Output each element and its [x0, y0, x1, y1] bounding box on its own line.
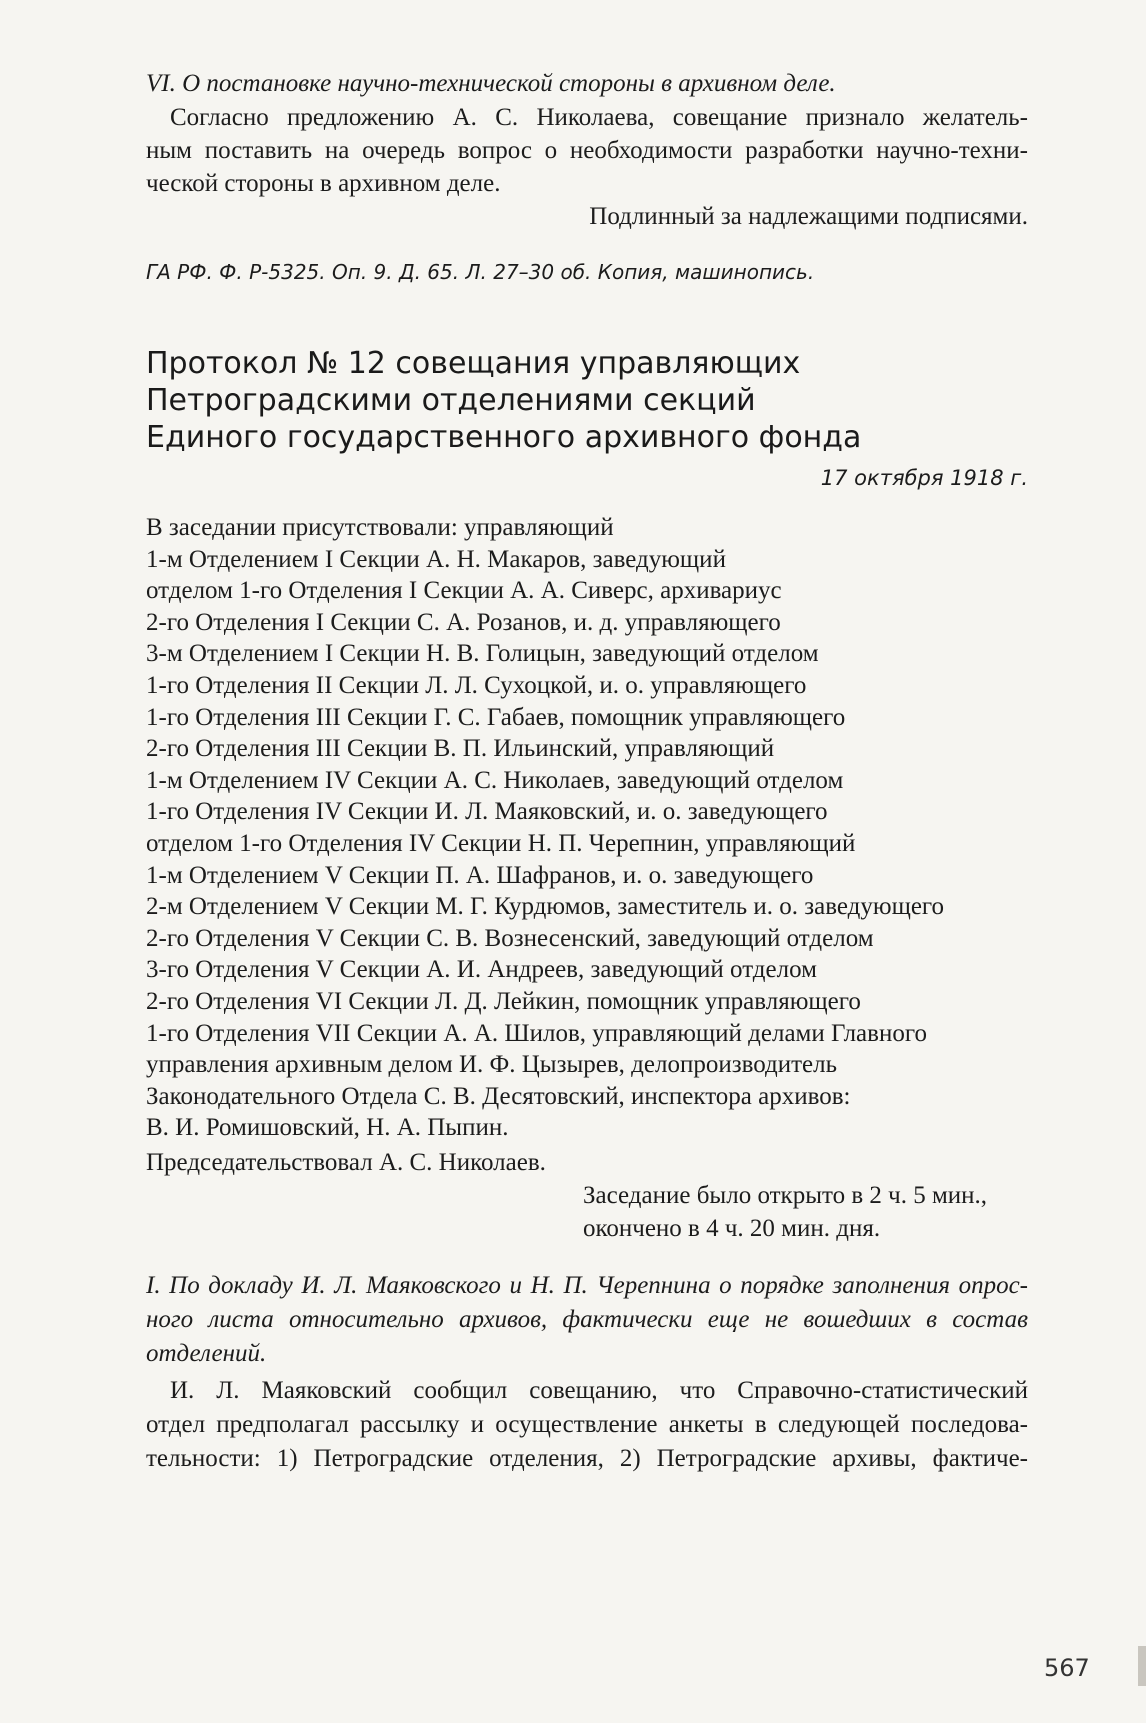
section-vi-body-line-2: ным поставить на очередь вопрос о необходимости разработки научно-техни-	[146, 137, 1028, 164]
attendance-line: 1-го Отделения III Секции Г. С. Габаев, помощник управляющего	[146, 703, 846, 731]
chair-line: Председательствовал А. С. Николаев.	[146, 1149, 546, 1176]
section-i-heading-line-2: ного листа относительно архивов, фактически еще не вошедших в состав	[146, 1306, 1028, 1333]
attendance-line: 1-м Отделением IV Секции А. С. Николаев, заведующий отделом	[146, 766, 844, 794]
attendance-line: 1-м Отделением I Секции А. Н. Макаров, заведующий	[146, 545, 726, 573]
page-number: 567	[1044, 1654, 1090, 1682]
meeting-opened-time: Заседание было открыто в 2 ч. 5 мин.,	[583, 1182, 988, 1209]
attendance-line: 3-м Отделением I Секции Н. В. Голицын, заведующий отделом	[146, 640, 819, 668]
attendance-line: отделом 1-го Отделения IV Секции Н. П. Черепнин, управляющий	[146, 830, 856, 857]
archive-source-citation: ГА РФ. Ф. Р-5325. Оп. 9. Д. 65. Л. 27–30 об. Копия, машинопись.	[146, 260, 815, 284]
section-vi-heading: VI. О постановке научно-технической стороны в архивном деле.	[146, 70, 836, 97]
attendance-line: 2-го Отделения V Секции С. В. Вознесенский, заведующий отделом	[146, 924, 874, 952]
protocol-date: 17 октября 1918 г.	[820, 466, 1028, 490]
section-i-body-line-1: И. Л. Маяковский сообщил совещанию, что Справочно-статистический	[170, 1377, 1028, 1404]
attendance-line: 1-го Отделения IV Секции И. Л. Маяковский, и. о. заведующего	[146, 798, 828, 826]
page-edge-mark	[1138, 1646, 1146, 1686]
attendance-line: 1-м Отделением V Секции П. А. Шафранов, и. о. заведующего	[146, 861, 814, 889]
attendance-line: В. И. Ромишовский, Н. А. Пыпин.	[146, 1114, 509, 1142]
meeting-closed-time: окончено в 4 ч. 20 мин. дня.	[583, 1215, 881, 1242]
attendance-line: Законодательного Отдела С. В. Десятовский, инспектора архивов:	[146, 1082, 851, 1110]
attendance-line: 2-м Отделением V Секции М. Г. Курдюмов, заместитель и. о. заведующего	[146, 893, 945, 921]
attendance-line: В заседании присутствовали: управляющий	[146, 514, 614, 541]
signature-note: Подлинный за надлежащими подписями.	[589, 203, 1028, 230]
section-i-body-line-2: отдел предполагал рассылку и осуществление анкеты в следующей последова-	[146, 1411, 1028, 1438]
protocol-title-line-2: Петроградскими отделениями секций	[146, 383, 756, 418]
attendance-line: 1-го Отделения VII Секции А. А. Шилов, управляющий делами Главного	[146, 1019, 927, 1047]
protocol-title-line-1: Протокол № 12 совещания управляющих	[146, 346, 801, 381]
attendance-line: 2-го Отделения I Секции С. А. Розанов, и. д. управляющего	[146, 608, 781, 636]
attendance-line: отделом 1-го Отделения I Секции А. А. Сиверс, архивариус	[146, 577, 782, 605]
attendance-line: 1-го Отделения II Секции Л. Л. Сухоцкой, и. о. управляющего	[146, 672, 807, 699]
section-i-heading-line-3: отделений.	[146, 1340, 267, 1367]
attendance-line: 2-го Отделения III Секции В. П. Ильинский, управляющий	[146, 735, 775, 763]
attendance-line: управления архивным делом И. Ф. Цызырев, делопроизводитель	[146, 1051, 838, 1079]
protocol-title-line-3: Единого государственного архивного фонда	[146, 420, 862, 455]
attendance-line: 2-го Отделения VI Секции Л. Д. Лейкин, помощник управляющего	[146, 988, 861, 1015]
attendance-line: 3-го Отделения V Секции А. И. Андреев, заведующий отделом	[146, 956, 817, 984]
section-i-heading-line-1: I. По докладу И. Л. Маяковского и Н. П. Черепнина о порядке заполнения опрос-	[146, 1272, 1028, 1299]
section-i-body-line-3: тельности: 1) Петроградские отделения, 2) Петроградские архивы, фактиче-	[146, 1445, 1028, 1472]
section-vi-body-line-3: ческой стороны в архивном деле.	[146, 170, 501, 197]
section-vi-body-line-1: Согласно предложению А. С. Николаева, совещание признало желатель-	[170, 104, 1028, 131]
